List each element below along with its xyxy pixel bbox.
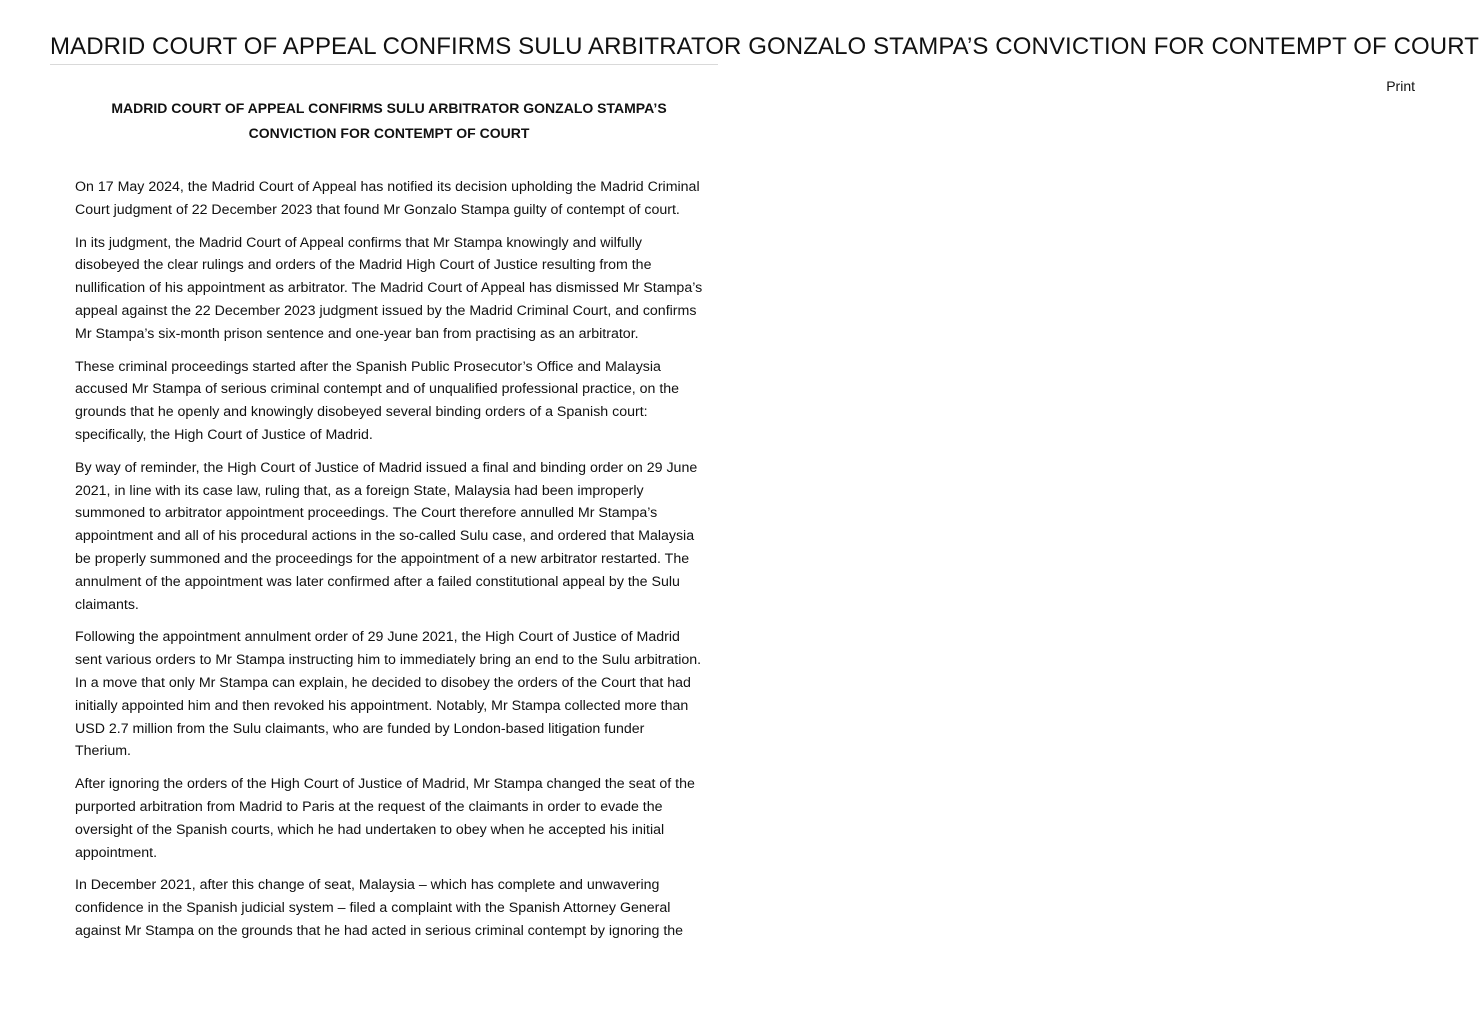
article-paragraph: Following the appointment annulment order of 29 June 2021, the High Court of Justice of Madrid sent various orders to Mr Stampa instructing him to immediately bring an end to the Sulu arbitration. In a move that only Mr Stampa can explain, he decided to disobey the orders of the Court that had initially appointed him and then revoked his appointment. Notably, Mr Stampa collected more than USD 2.7 million from the Sulu claimants, who are funded by London-based litigation funder Therium. <box>75 629 702 760</box>
article-paragraph: These criminal proceedings started after the Spanish Public Prosecutor’s Office and Malaysia accused Mr Stampa of serious criminal contempt and of unqualified professional practice, on the grounds that he openly and knowingly disobeyed several binding orders of a Spanish court: specifically, the High Court of Justice of Madrid. <box>75 358 680 443</box>
article-paragraph: On 17 May 2024, the Madrid Court of Appeal has notified its decision upholding the Madrid Criminal Court judgment of 22 December 2023 that found Mr Gonzalo Stampa guilty of contempt of court. <box>75 179 700 218</box>
article-paragraph: In its judgment, the Madrid Court of Appeal confirms that Mr Stampa knowingly and wilfully disobeyed the clear rulings and orders of the Madrid High Court of Justice resulting from the nullification of his appointment as arbitrator. The Madrid Court of Appeal has dismissed Mr Stampa’s appeal against the 22 December 2023 judgment issued by the Madrid Criminal Court, and confirms Mr Stampa’s six-month prison sentence and one-year ban from practising as an arbitrator. <box>75 234 703 342</box>
page-title: MADRID COURT OF APPEAL CONFIRMS SULU ARBITRATOR GONZALO STAMPA’S CONVICTION FOR CONTEMPT OF COURT <box>50 33 1479 60</box>
article-paragraph: After ignoring the orders of the High Court of Justice of Madrid, Mr Stampa changed the seat of the purported arbitration from Madrid to Paris at the request of the claimants in order to evade the oversight of the Spanish courts, which he had undertaken to obey when he accepted his initial appointment. <box>75 776 695 861</box>
article-heading <box>75 96 703 146</box>
article-paragraph: By way of reminder, the High Court of Justice of Madrid issued a final and binding order on 29 June 2021, in line with its case law, ruling that, as a foreign State, Malaysia had been improperly summoned to arbitrator appointment proceedings. The Court therefore annulled Mr Stampa’s appointment and all of his procedural actions in the so-called Sulu case, and ordered that Malaysia be properly summoned and the proceedings for the appointment of a new arbitrator restarted. The annulment of the appointment was later confirmed after a failed constitutional appeal by the Sulu claimants. <box>75 459 698 613</box>
article-heading-line-1: MADRID COURT OF APPEAL CONFIRMS SULU ARBITRATOR GONZALO STAMPA’S <box>111 100 667 116</box>
article <box>75 96 703 953</box>
page-header <box>50 30 1479 65</box>
article-body <box>75 176 703 943</box>
article-paragraph: In December 2021, after this change of seat, Malaysia – which has complete and unwavering confidence in the Spanish judicial system – filed a complaint with the Spanish Attorney General against Mr Stampa on the grounds that he had acted in serious criminal contempt by ignoring the <box>75 877 684 939</box>
article-heading-line-2: CONVICTION FOR CONTEMPT OF COURT <box>248 125 530 141</box>
print-link[interactable]: Print <box>1386 78 1415 94</box>
